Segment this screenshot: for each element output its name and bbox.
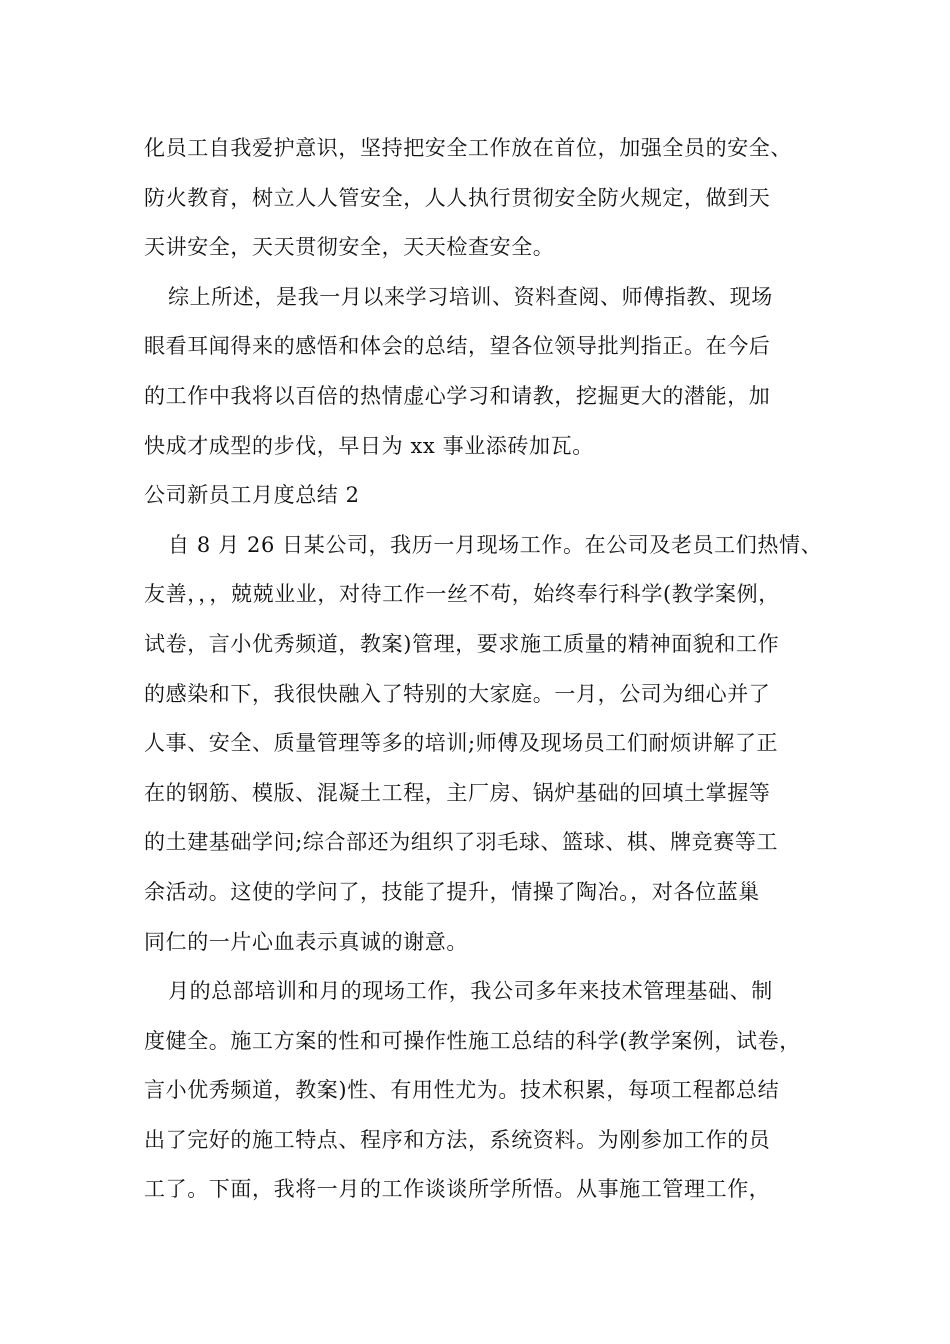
text-line: 天讲安全，天天贯彻安全，天天检查安全。: [144, 235, 555, 260]
text-line: 防火教育，树立人人管安全，人人执行贯彻安全防火规定，做到天: [144, 185, 771, 210]
text-line: 出了完好的施工特点、程序和方法，系统资料。为刚参加工作的员: [144, 1127, 771, 1152]
paragraph-start-line: 月的总部培训和月的现场工作，我公司多年来技术管理基础、制: [168, 979, 773, 1004]
text-line: 的工作中我将以百倍的热情虚心学习和请教，挖掘更大的潜能，加: [144, 383, 771, 408]
text-line: 在的钢筋、模版、混凝土工程，主厂房、锅炉基础的回填土掌握等: [144, 780, 771, 805]
paragraph-start-line: 自 8 月 26 日某公司，我历一月现场工作。在公司及老员工们热情、: [168, 532, 823, 557]
text-line: 试卷，言小优秀频道，教案)管理，要求施工质量的精神面貌和工作: [144, 631, 780, 656]
text-line: 人事、安全、质量管理等多的培训;师傅及现场员工们耐烦讲解了正: [144, 731, 779, 756]
text-line: 余活动。这使的学问了，技能了提升，情操了陶冶。，对各位蓝巢: [144, 879, 760, 904]
text-line: 言小优秀频道，教案)性、有用性尤为。技术积累，每项工程都总结: [144, 1078, 780, 1103]
text-line: 快成才成型的步伐，早日为 xx 事业添砖加瓦。: [144, 433, 594, 458]
text-line: 友善，，，兢兢业业，对待工作一丝不苟，始终奉行科学(教学案例，: [144, 582, 780, 607]
text-line: 同仁的一片心血表示真诚的谢意。: [144, 929, 468, 954]
text-line: 的感染和下，我很快融入了特别的大家庭。一月，公司为细心并了: [144, 681, 771, 706]
text-line: 化员工自我爱护意识，坚持把安全工作放在首位，加强全员的安全、: [144, 136, 792, 160]
text-line: 的土建基础学问;综合部还为组织了羽毛球、篮球、棋、牌竞赛等工: [144, 830, 779, 855]
paragraph-start-line: 综上所述，是我一月以来学习培训、资料查阅、师傅指教、现场: [168, 284, 773, 309]
text-line: 眼看耳闻得来的感悟和体会的总结，望各位领导批判指正。在今后: [144, 334, 771, 359]
text-line: 度健全。施工方案的性和可操作性施工总结的科学(教学案例，试卷，: [144, 1028, 801, 1053]
section-heading: 公司新员工月度总结 2: [144, 483, 360, 508]
text-line: 工了。下面，我将一月的工作谈谈所学所悟。从事施工管理工作，: [144, 1177, 771, 1202]
